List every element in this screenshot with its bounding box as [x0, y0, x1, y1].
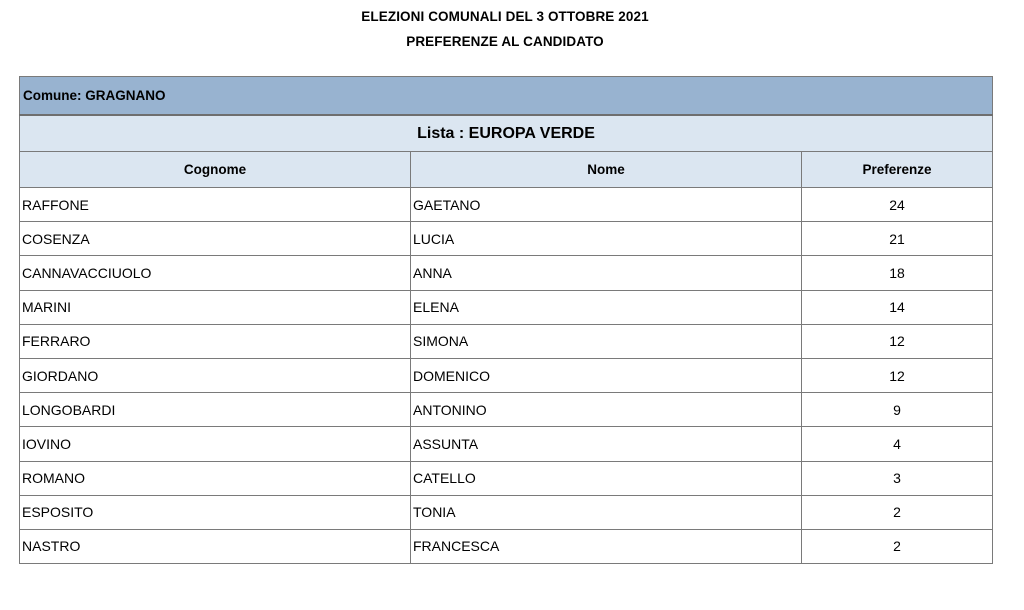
cell-cognome: RAFFONE [20, 188, 411, 222]
cell-cognome: GIORDANO [20, 358, 411, 392]
cell-preferenze: 12 [802, 358, 993, 392]
cell-nome: FRANCESCA [411, 529, 802, 563]
table-row [20, 529, 993, 563]
cell-nome: ANTONINO [411, 393, 802, 427]
cell-cognome: NASTRO [20, 529, 411, 563]
page-title: ELEZIONI COMUNALI DEL 3 OTTOBRE 2021 [361, 9, 649, 24]
table-row [20, 324, 993, 358]
cell-preferenze: 12 [802, 324, 993, 358]
table-row [20, 358, 993, 392]
table-row [20, 393, 993, 427]
cell-preferenze: 2 [802, 529, 993, 563]
column-header-cognome: Cognome [20, 152, 411, 188]
cell-nome: ELENA [411, 290, 802, 324]
cell-nome: CATELLO [411, 461, 802, 495]
cell-preferenze: 18 [802, 256, 993, 290]
lista-label: Lista : EUROPA VERDE [20, 115, 993, 152]
lista-row [20, 115, 993, 152]
cell-preferenze: 24 [802, 188, 993, 222]
cell-nome: DOMENICO [411, 358, 802, 392]
cell-cognome: CANNAVACCIUOLO [20, 256, 411, 290]
cell-nome: LUCIA [411, 222, 802, 256]
comune-label: Comune: GRAGNANO [20, 77, 993, 116]
table-row [20, 188, 993, 222]
table-row [20, 222, 993, 256]
cell-cognome: ESPOSITO [20, 495, 411, 529]
cell-cognome: ROMANO [20, 461, 411, 495]
cell-cognome: MARINI [20, 290, 411, 324]
comune-row [20, 77, 993, 116]
cell-preferenze: 4 [802, 427, 993, 461]
cell-nome: ANNA [411, 256, 802, 290]
cell-cognome: LONGOBARDI [20, 393, 411, 427]
cell-nome: GAETANO [411, 188, 802, 222]
cell-preferenze: 3 [802, 461, 993, 495]
cell-nome: TONIA [411, 495, 802, 529]
cell-nome: ASSUNTA [411, 427, 802, 461]
cell-cognome: COSENZA [20, 222, 411, 256]
page-subtitle: PREFERENZE AL CANDIDATO [406, 34, 604, 49]
column-header-preferenze: Preferenze [802, 152, 993, 188]
results-table [19, 76, 993, 564]
table-row [20, 290, 993, 324]
cell-preferenze: 9 [802, 393, 993, 427]
cell-cognome: FERRARO [20, 324, 411, 358]
column-header-nome: Nome [411, 152, 802, 188]
cell-cognome: IOVINO [20, 427, 411, 461]
table-row [20, 427, 993, 461]
cell-preferenze: 2 [802, 495, 993, 529]
table-row [20, 495, 993, 529]
table-row [20, 256, 993, 290]
column-header-row [20, 152, 993, 188]
cell-preferenze: 21 [802, 222, 993, 256]
cell-preferenze: 14 [802, 290, 993, 324]
cell-nome: SIMONA [411, 324, 802, 358]
table-row [20, 461, 993, 495]
